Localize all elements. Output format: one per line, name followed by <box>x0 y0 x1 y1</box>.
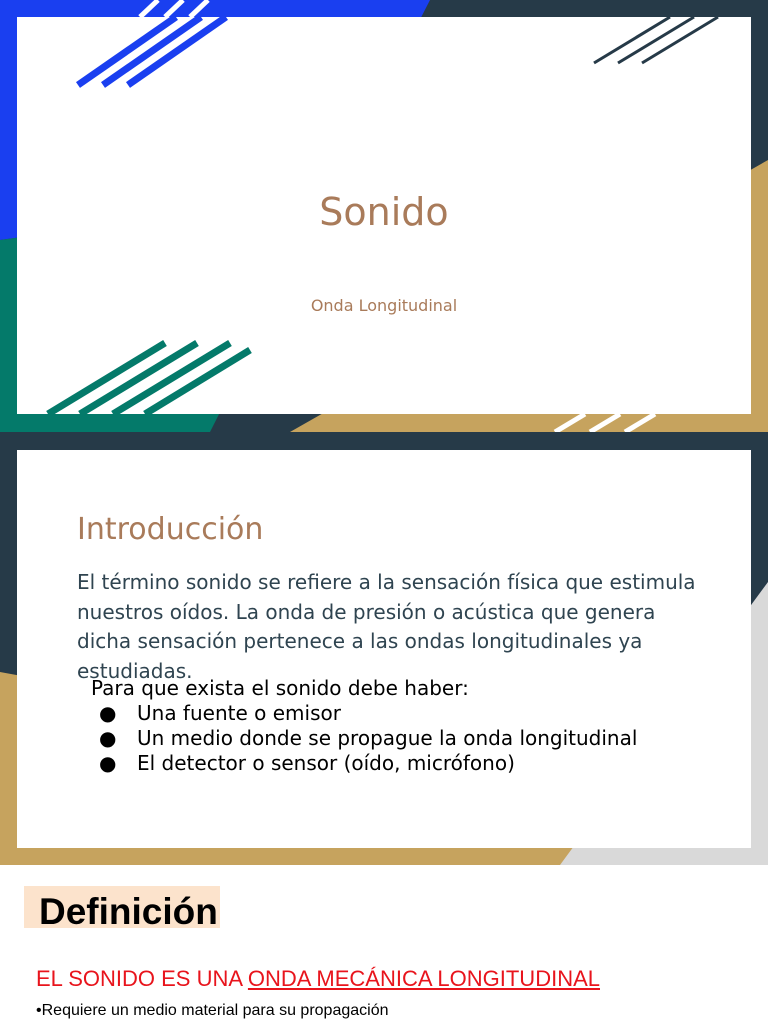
slide-title: Introducción <box>77 512 264 547</box>
list-item-text: Un medio donde se propague la onda longitudinal <box>137 726 638 750</box>
requirements-textbox <box>91 675 731 776</box>
list-item <box>99 701 731 726</box>
bullet-icon: ● <box>99 701 117 725</box>
intro-paragraph: El término sonido se refiere a la sensación física que estimula nuestros oídos. La onda de presión o acústica que genera dicha sensación pertenece a las ondas longitudinales ya estudiadas. <box>77 570 696 683</box>
list-item <box>99 726 731 751</box>
list-item-text: Una fuente o emisor <box>137 701 341 725</box>
list-item <box>99 751 731 776</box>
definition-underlined: ONDA MECÁNICA LONGITUDINAL <box>247 966 600 991</box>
bullet-icon: ● <box>99 751 117 775</box>
slide-title: Sonido <box>319 190 449 234</box>
list-item-text: El detector o sensor (oído, micrófono) <box>137 751 515 775</box>
bullet-icon: • <box>36 1002 42 1019</box>
slide-title: Definición <box>39 891 218 932</box>
definition-slide <box>0 865 768 1024</box>
definition-bullet <box>36 1002 388 1020</box>
slide-subtitle: Onda Longitudinal <box>310 296 458 315</box>
bullet-icon: ● <box>99 726 117 750</box>
definition-prefix: EL SONIDO ES UNA <box>36 966 248 991</box>
title-slide <box>0 0 768 432</box>
definition-statement <box>36 966 600 992</box>
requirements-list <box>91 701 731 776</box>
bullet-text: Requiere un medio material para su propagación <box>41 1002 389 1019</box>
introduction-slide <box>0 432 768 865</box>
requirements-intro: Para que exista el sonido debe haber: <box>91 676 469 700</box>
